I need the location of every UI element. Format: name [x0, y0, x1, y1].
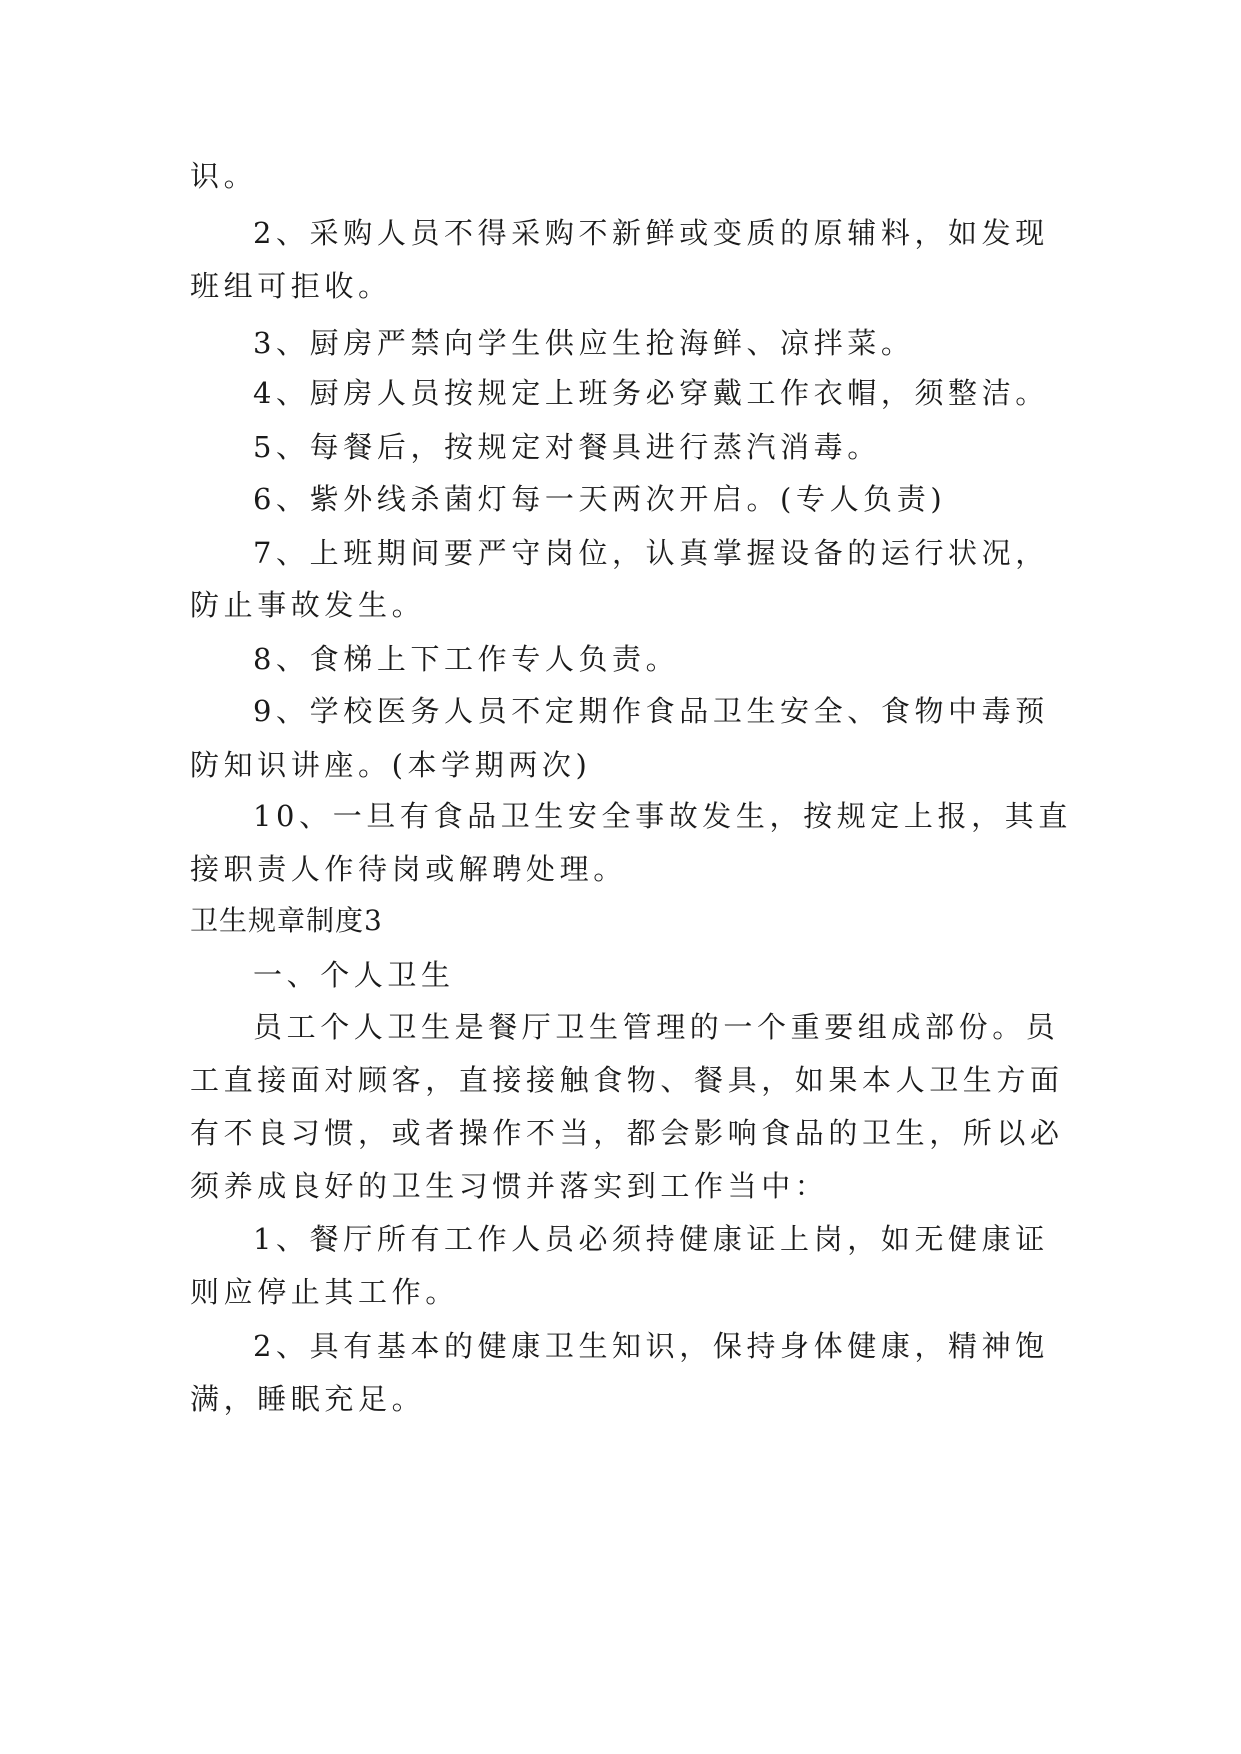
- text-line: 防止事故发生。: [190, 588, 426, 622]
- text-line: 1、餐厅所有工作人员必须持健康证上岗，如无健康证: [253, 1222, 1049, 1256]
- text-line: 2、具有基本的健康卫生知识，保持身体健康，精神饱: [253, 1329, 1049, 1363]
- text-line: 3、厨房严禁向学生供应生抢海鲜、凉拌菜。: [253, 326, 915, 360]
- text-line: 则应停止其工作。: [190, 1275, 459, 1309]
- text-line: 7、上班期间要严守岗位，认真掌握设备的运行状况，: [253, 536, 1049, 570]
- text-line: 9、学校医务人员不定期作食品卫生安全、食物中毒预: [253, 694, 1049, 728]
- text-line: 6、紫外线杀菌灯每一天两次开启。(专人负责): [253, 482, 947, 516]
- section-heading: 卫生规章制度3: [190, 904, 383, 937]
- text-line: 须养成良好的卫生习惯并落实到工作当中：: [190, 1169, 829, 1203]
- text-line: 2、采购人员不得采购不新鲜或变质的原辅料，如发现: [253, 216, 1049, 250]
- text-line: 防知识讲座。(本学期两次): [190, 748, 592, 782]
- text-line: 10、一旦有食品卫生安全事故发生，按规定上报，其直: [253, 799, 1072, 833]
- text-line: 4、厨房人员按规定上班务必穿戴工作衣帽，须整洁。: [253, 376, 1049, 410]
- text-line: 员工个人卫生是餐厅卫生管理的一个重要组成部份。员: [253, 1010, 1060, 1044]
- text-line: 8、食梯上下工作专人负责。: [253, 642, 680, 676]
- text-line: 识。: [190, 159, 258, 193]
- text-line: 工直接面对顾客，直接接触食物、餐具，如果本人卫生方面: [190, 1063, 1064, 1097]
- subsection-heading: 一、个人卫生: [253, 958, 455, 992]
- text-line: 5、每餐后，按规定对餐具进行蒸汽消毒。: [253, 430, 881, 464]
- text-line: 接职责人作待岗或解聘处理。: [190, 852, 627, 886]
- text-line: 满，睡眠充足。: [190, 1382, 426, 1416]
- text-line: 班组可拒收。: [190, 269, 392, 303]
- text-line: 有不良习惯，或者操作不当，都会影响食品的卫生，所以必: [190, 1116, 1064, 1150]
